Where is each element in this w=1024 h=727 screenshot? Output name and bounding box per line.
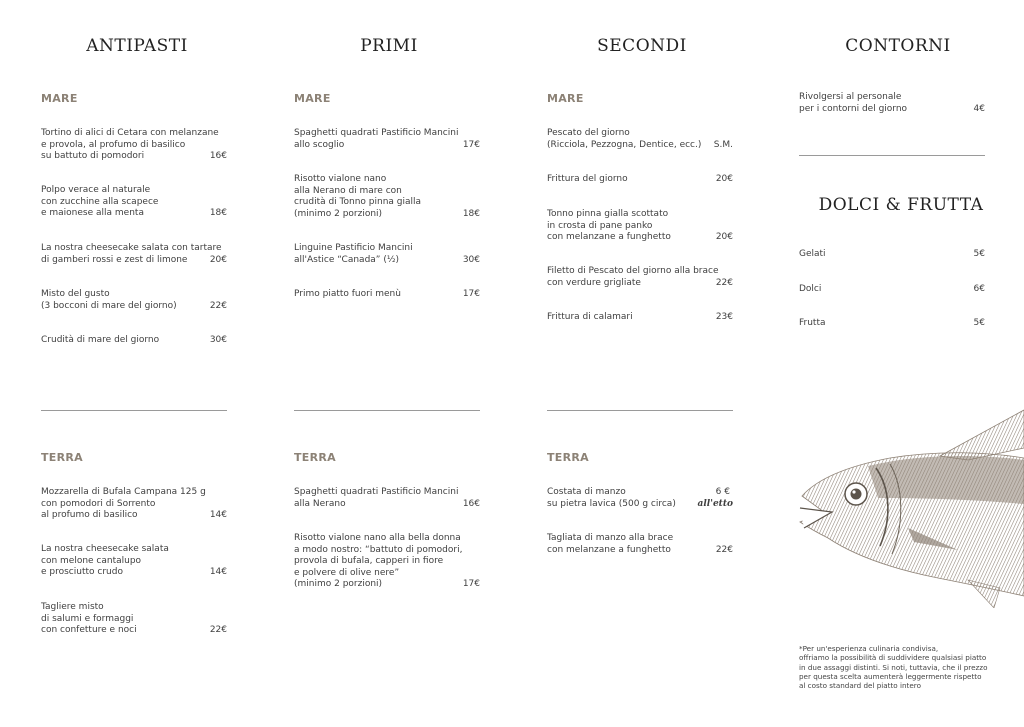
section-secondi-terra: TERRA bbox=[547, 451, 589, 464]
item-price: 20€ bbox=[209, 254, 227, 265]
item-price-unit: all'etto bbox=[697, 498, 733, 509]
item-price: 22€ bbox=[209, 300, 227, 311]
divider-contorni bbox=[799, 155, 985, 156]
section-antipasti-terra: TERRA bbox=[41, 451, 83, 464]
divider-secondi bbox=[547, 410, 733, 411]
menu-item: Spaghetti quadrati Pastificio Mancini allo scoglio 17€ bbox=[294, 128, 480, 150]
menu-item: Frittura del giorno 20€ bbox=[547, 174, 733, 184]
menu-item: Tonno pinna gialla scottato in crosta di pane panko con melanzane a funghetto 20€ bbox=[547, 209, 733, 243]
item-price: 16€ bbox=[462, 498, 480, 509]
item-price: 17€ bbox=[462, 289, 480, 299]
item-price: S.M. bbox=[713, 139, 733, 150]
title-dolci-frutta: DOLCI & FRUTTA bbox=[818, 195, 984, 215]
item-price: 6€ bbox=[973, 284, 985, 294]
menu-item: Tagliere misto di salumi e formaggi con confetture e noci 22€ bbox=[41, 602, 227, 636]
divider-primi bbox=[294, 410, 480, 411]
menu-item: Costata di manzo su pietra lavica (500 g circa) 6 € all'etto bbox=[547, 487, 733, 509]
item-price: 30€ bbox=[462, 254, 480, 265]
item-price: 14€ bbox=[209, 567, 227, 578]
menu-item: Misto del gusto (3 bocconi di mare del giorno) 22€ bbox=[41, 289, 227, 311]
menu-item: Frittura di calamari 23€ bbox=[547, 312, 733, 322]
menu-item: Polpo verace al naturale con zucchine alla scapece e maionese alla menta 18€ bbox=[41, 185, 227, 219]
divider-antipasti bbox=[41, 410, 227, 411]
menu-item: Tagliata di manzo alla brace con melanzane a funghetto 22€ bbox=[547, 533, 733, 555]
menu-item: Mozzarella di Bufala Campana 125 g con pomodori di Sorrento al profumo di basilico 14€ bbox=[41, 487, 227, 521]
menu-item: Filetto di Pescato del giorno alla brace con verdure grigliate 22€ bbox=[547, 266, 733, 288]
item-price: 4€ bbox=[973, 103, 985, 114]
item-price: 18€ bbox=[209, 208, 227, 219]
menu-item: Crudità di mare del giorno 30€ bbox=[41, 335, 227, 345]
title-secondi: SECONDI bbox=[597, 36, 687, 56]
item-price: 23€ bbox=[715, 312, 733, 322]
item-price: 5€ bbox=[973, 318, 985, 328]
menu-item: Spaghetti quadrati Pastificio Mancini alla Nerano 16€ bbox=[294, 487, 480, 509]
menu-item: La nostra cheesecake salata con melone cantalupo e prosciutto crudo 14€ bbox=[41, 544, 227, 578]
title-antipasti: ANTIPASTI bbox=[86, 36, 188, 56]
item-price: 16€ bbox=[209, 151, 227, 162]
section-antipasti-mare: MARE bbox=[41, 92, 78, 105]
item-price: 18€ bbox=[462, 208, 480, 219]
title-primi: PRIMI bbox=[360, 36, 418, 56]
menu-item: Linguine Pastificio Mancini all'Astice “Canada” (½) 30€ bbox=[294, 243, 480, 265]
section-secondi-mare: MARE bbox=[547, 92, 584, 105]
menu-item: Risotto vialone nano alla bella donna a modo nostro: “battuto di pomodori, provola di bufala, capperi in fiore e polvere di olive nere” (minimo 2 porzioni) 17€ bbox=[294, 533, 480, 590]
section-primi-terra: TERRA bbox=[294, 451, 336, 464]
item-price: 5€ bbox=[973, 249, 985, 259]
item-price: 14€ bbox=[209, 510, 227, 521]
menu-item: Pescato del giorno (Ricciola, Pezzogna, Dentice, ecc.) S.M. bbox=[547, 128, 733, 150]
menu-item: Dolci 6€ bbox=[799, 284, 985, 294]
menu-item: Gelati 5€ bbox=[799, 249, 985, 259]
item-price: 22€ bbox=[715, 544, 733, 555]
section-primi-mare: MARE bbox=[294, 92, 331, 105]
item-price: 20€ bbox=[715, 232, 733, 243]
menu-item: La nostra cheesecake salata con tartare di gamberi rossi e zest di limone 20€ bbox=[41, 243, 227, 265]
menu-item: Rivolgersi al personale per i contorni del giorno 4€ bbox=[799, 92, 985, 114]
menu-item: Frutta 5€ bbox=[799, 318, 985, 328]
menu-item: Primo piatto fuori menù 17€ bbox=[294, 289, 480, 299]
menu-item: Tortino di alici di Cetara con melanzane e provola, al profumo di basilico su battuto di pomodori 16€ bbox=[41, 128, 227, 162]
item-price: 22€ bbox=[715, 277, 733, 288]
item-price: 6 € bbox=[715, 487, 730, 497]
item-price: 30€ bbox=[209, 335, 227, 345]
item-price: 17€ bbox=[462, 579, 480, 590]
footnote: *Per un'esperienza culinaria condivisa, offriamo la possibilità di suddividere qualsiasi piatto in due assaggi distinti. Si noti, tuttavia, che il prezzo per questa scelta aumenterà leggermente rispetto al costo standard del piatto intero bbox=[799, 644, 988, 691]
item-price: 20€ bbox=[715, 174, 733, 184]
item-price: 22€ bbox=[209, 625, 227, 636]
menu-item: Risotto vialone nano alla Nerano di mare con crudità di Tonno pinna gialla (minimo 2 porzioni) 18€ bbox=[294, 174, 480, 219]
title-contorni: CONTORNI bbox=[845, 36, 951, 56]
fish-illustration bbox=[798, 408, 1024, 608]
item-price: 17€ bbox=[462, 139, 480, 150]
